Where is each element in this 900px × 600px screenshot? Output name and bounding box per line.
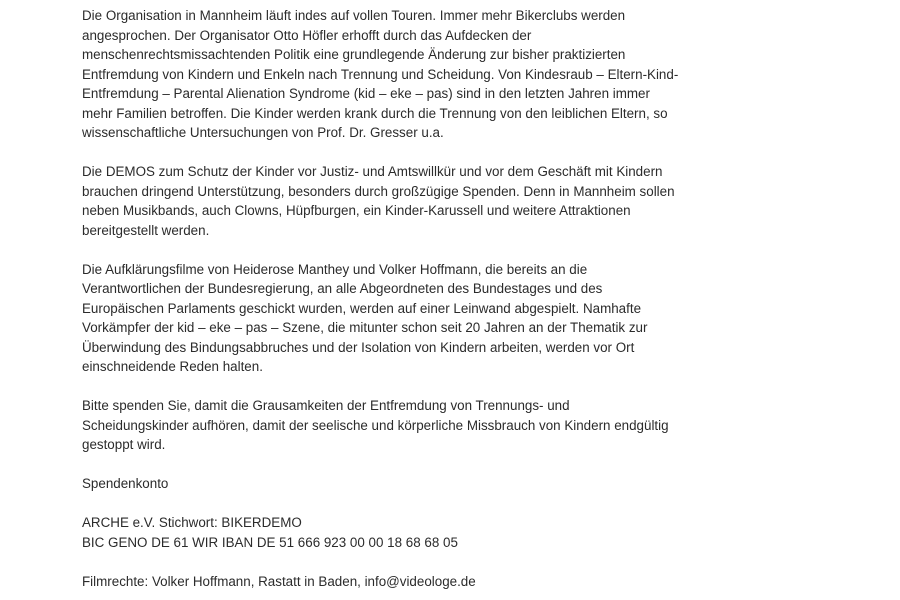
text-line: Spendenkonto <box>82 476 169 491</box>
text-line: Überwindung des Bindungsabbruches und der Isolation von Kindern arbeiten, werden vor Ort <box>82 339 635 355</box>
paragraph-organisation <box>82 6 679 143</box>
text-line: brauchen dringend Unterstützung, besonders durch großzügige Spenden. Denn in Mannheim sollen <box>82 183 675 199</box>
text-line: Filmrechte: Volker Hoffmann, Rastatt in Baden, info@videologe.de <box>82 573 476 589</box>
text-line: Vorkämpfer der kid – eke – pas – Szene, die mitunter schon seit 20 Jahren an der Thematik zur <box>82 320 648 335</box>
paragraph-demos <box>82 162 675 240</box>
text-line: einschneidende Reden halten. <box>82 359 263 374</box>
text-line: Die Organisation in Mannheim läuft indes auf vollen Touren. Immer mehr Bikerclubs werden <box>82 8 626 23</box>
paragraph-spendenkonto-heading <box>82 474 672 494</box>
paragraph-donation-appeal <box>82 396 672 455</box>
text-line: ARCHE e.V. Stichwort: BIKERDEMO <box>82 515 302 530</box>
text-line: neben Musikbands, auch Clowns, Hüpfburgen, ein Kinder-Karussell und weitere Attraktionen <box>82 203 631 218</box>
text-line: menschenrechtsmissachtenden Politik eine grundlegende Änderung zur bisher praktizierten <box>82 47 626 62</box>
text-line: Bitte spenden Sie, damit die Grausamkeiten der Entfremdung von Trennungs- und <box>82 398 570 413</box>
paragraph-films <box>82 260 672 377</box>
text-line: BIC GENO DE 61 WIR IBAN DE 51 666 923 00 00 18 68 68 05 <box>82 534 458 550</box>
text-line: Europäischen Parlaments geschickt wurden, werden auf einer Leinwand abgespielt. Namhafte <box>82 300 642 316</box>
text-line: bereitgestellt werden. <box>82 222 210 238</box>
text-line: Entfremdung von Kindern und Enkeln nach Trennung und Scheidung. Von Kindesraub – Eltern-Kind- <box>82 66 679 82</box>
text-line: Scheidungskinder aufhören, damit der seelische und körperliche Missbrauch von Kindern endgültig <box>82 417 669 433</box>
text-line: Die Aufklärungsfilme von Heiderose Manthey und Volker Hoffmann, die bereits an die <box>82 261 588 277</box>
text-line: Die DEMOS zum Schutz der Kinder vor Justiz- und Amtswillkür und vor dem Geschäft mit Kindern <box>82 164 663 179</box>
text-line: Entfremdung – Parental Alienation Syndrome (kid – eke – pas) sind in den letzten Jahren immer <box>82 86 650 101</box>
paragraph-bank-details <box>82 513 672 552</box>
text-line: angesprochen. Der Organisator Otto Höfler erhofft durch das Aufdecken der <box>82 27 532 43</box>
text-line: Verantwortlichen der Bundesregierung, an alle Abgeordneten des Bundestages und des <box>82 281 603 296</box>
text-line: wissenschaftliche Untersuchungen von Prof. Dr. Gresser u.a. <box>82 125 444 140</box>
paragraph-film-rights <box>82 572 672 592</box>
article-body <box>82 6 679 600</box>
text-line: gestoppt wird. <box>82 437 166 452</box>
text-line: mehr Familien betroffen. Die Kinder werden krank durch die Trennung von den leiblichen Eltern, so <box>82 105 668 121</box>
